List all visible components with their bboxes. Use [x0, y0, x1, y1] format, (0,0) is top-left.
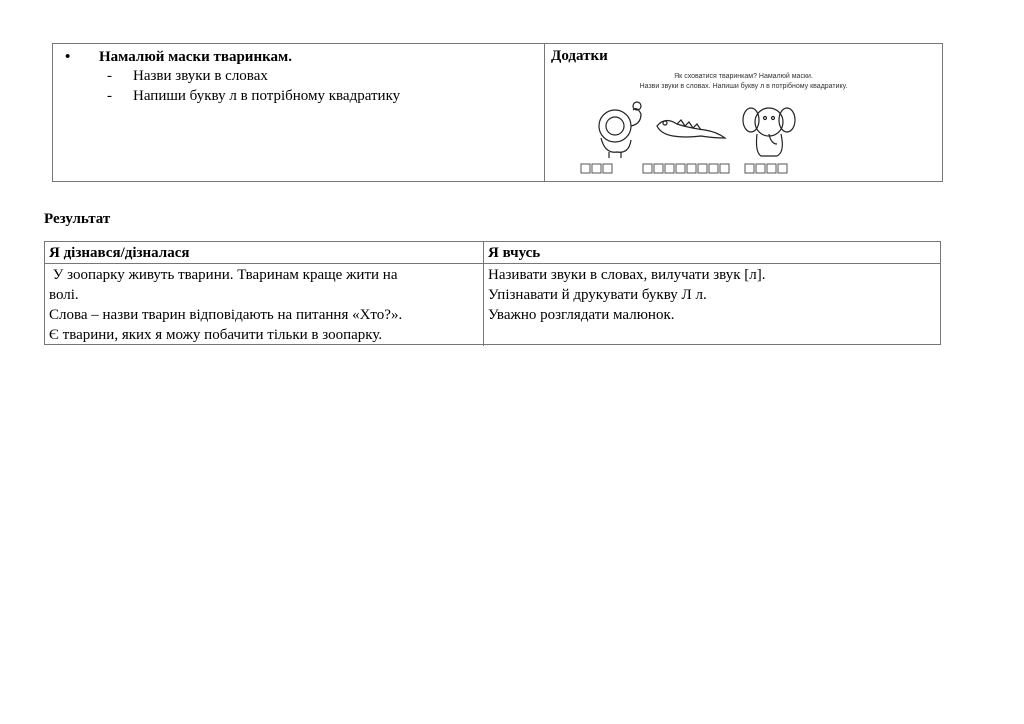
- learned-line: У зоопарку живуть тварини. Тваринам краще жити на: [49, 267, 398, 283]
- crocodile-letter-boxes: [643, 164, 729, 173]
- result-table: [44, 241, 941, 345]
- bullet-icon: •: [65, 49, 71, 65]
- result-table-header: [45, 242, 940, 264]
- col-learning-header: Я вчусь: [488, 245, 541, 261]
- main-task-text: Намалюй маски тваринкам.: [99, 49, 292, 65]
- sub-item: [61, 86, 536, 106]
- learned-line: волі.: [49, 287, 79, 303]
- addendum-caption-line: Назви звуки в словах. Напиши букву л в потрібному квадратику.: [639, 83, 848, 90]
- task-table: [52, 43, 943, 182]
- sub-item: [61, 66, 536, 86]
- result-title: Результат: [44, 211, 111, 227]
- learned-cell: [45, 264, 484, 346]
- elephant-drawing: [743, 108, 795, 156]
- sub-item-text: Назви звуки в словах: [133, 68, 268, 84]
- addendum-caption: [545, 72, 942, 92]
- lion-drawing: [599, 102, 641, 158]
- col-learned-header: Я дізнався/дізналася: [45, 242, 484, 263]
- learned-line: Слова – назви тварин відповідають на питання «Хто?».: [49, 307, 403, 323]
- learning-cell: [484, 264, 940, 346]
- sub-item-text: Напиши букву л в потрібному квадратику: [133, 88, 401, 104]
- crocodile-drawing: [657, 120, 725, 138]
- animals-illustration: [565, 96, 925, 176]
- task-cell: [53, 44, 545, 181]
- dash-marker: -: [107, 88, 112, 104]
- learning-line: Називати звуки в словах, вилучати звук [л].: [488, 267, 766, 283]
- learning-line: Уважно розглядати малюнок.: [488, 307, 675, 323]
- main-task: [61, 48, 536, 66]
- addendum-cell: [545, 44, 942, 181]
- result-table-row: [45, 264, 940, 346]
- learned-line: Є тварини, яких я можу побачити тільки в зоопарку.: [49, 327, 383, 343]
- learning-line: Упізнавати й друкувати букву Л л.: [488, 287, 707, 303]
- elephant-letter-boxes: [745, 164, 787, 173]
- addendum-caption-line: Як сховатися тваринкам? Намалюй маски.: [674, 73, 813, 80]
- addendum-heading: Додатки: [551, 48, 608, 64]
- lion-letter-boxes: [581, 164, 612, 173]
- dash-marker: -: [107, 68, 112, 84]
